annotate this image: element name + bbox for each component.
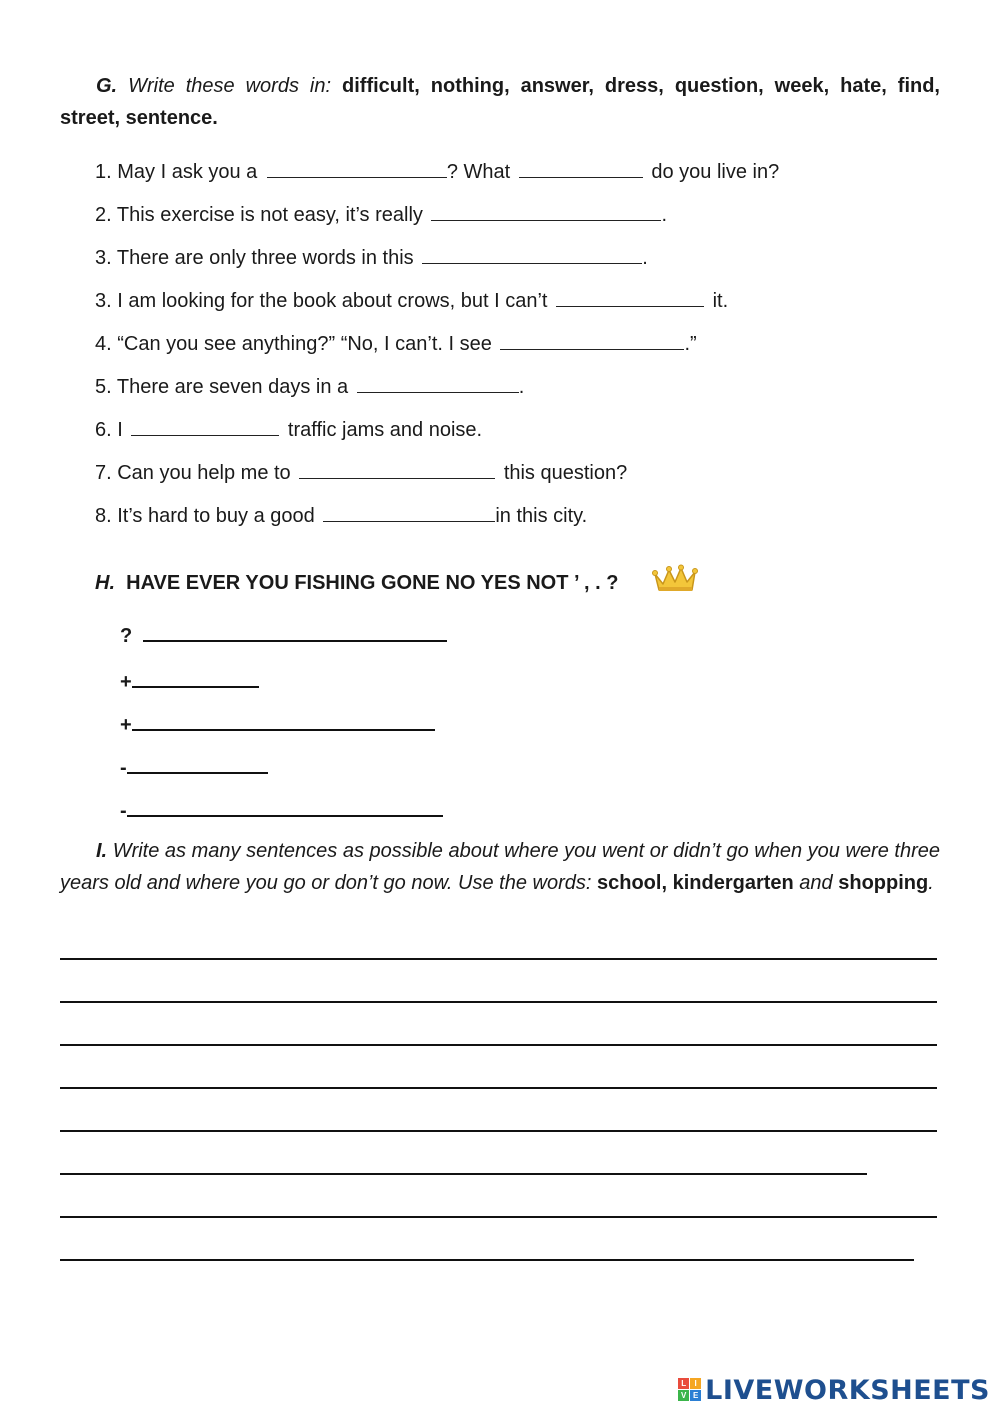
section-h-letter: H.: [95, 572, 115, 594]
g-item-5-text-b: .”: [684, 333, 697, 355]
section-g-prompt: Write these words in:: [128, 75, 332, 97]
g-item-9: [95, 501, 587, 529]
g-item-9-blank[interactable]: [323, 501, 495, 522]
section-g-letter: G.: [96, 75, 118, 97]
g-item-6-blank[interactable]: [357, 372, 519, 393]
g-item-6-text-b: .: [518, 376, 525, 398]
section-i-word-school: school,: [597, 872, 668, 894]
section-h-words: HAVE EVER YOU FISHING GONE NO YES NOT ’ , . ?: [126, 572, 619, 594]
g-item-7-blank[interactable]: [131, 415, 279, 436]
writing-line-4[interactable]: [60, 1087, 937, 1089]
g-item-8-text-a: 7. Can you help me to: [95, 462, 291, 484]
crown-icon: [652, 564, 698, 594]
g-item-7-text-b: traffic jams and noise.: [287, 419, 483, 441]
g-item-4-blank[interactable]: [556, 286, 704, 307]
h-answer-2-blank[interactable]: [132, 668, 259, 688]
section-g-word-list: difficult, nothing, answer, dress, question, week, hate, find, street, sentence.: [60, 75, 940, 129]
section-i-end: .: [928, 872, 934, 894]
section-i-word-kindergarten: kindergarten: [672, 872, 794, 894]
g-item-8-blank[interactable]: [299, 458, 495, 479]
g-item-8-text-b: this question?: [503, 462, 628, 484]
liveworksheets-logo: [678, 1375, 990, 1405]
section-i-and: and: [799, 872, 833, 894]
g-item-6: [95, 372, 524, 400]
g-item-4: [95, 286, 728, 314]
g-item-1-text-c: do you live in?: [651, 161, 780, 183]
writing-line-6[interactable]: [60, 1173, 867, 1175]
h-answer-question: [120, 622, 447, 649]
h-answer-2-sign: +: [120, 671, 132, 693]
h-answer-5-sign: -: [120, 800, 127, 822]
writing-line-8[interactable]: [60, 1259, 914, 1261]
g-item-3-text-b: .: [642, 247, 648, 269]
g-item-2-text-a: 2. This exercise is not easy, it’s really: [95, 204, 423, 226]
h-answer-4-blank[interactable]: [127, 754, 268, 774]
g-item-4-text-a: 3. I am looking for the book about crows, but I can’t: [95, 290, 548, 312]
writing-line-2[interactable]: [60, 1001, 937, 1003]
g-item-2-text-b: .: [661, 204, 668, 226]
g-item-3-blank[interactable]: [422, 243, 642, 264]
g-item-3: [95, 243, 648, 271]
h-answer-3-blank[interactable]: [132, 711, 435, 731]
h-answer-1-blank[interactable]: [143, 622, 447, 642]
g-item-8: [95, 458, 627, 486]
h-answer-positive-long: [120, 711, 435, 738]
g-item-7: [95, 415, 482, 443]
g-item-2-blank[interactable]: [431, 200, 661, 221]
h-answer-positive-short: [120, 668, 259, 695]
section-i-instruction: [60, 835, 940, 899]
g-item-5-blank[interactable]: [500, 329, 684, 350]
logo-text: LIVEWORKSHEETS: [705, 1374, 990, 1406]
section-g-instruction: [60, 70, 940, 134]
writing-line-1[interactable]: [60, 958, 937, 960]
section-h-title: [95, 572, 618, 595]
h-answer-1-sign: ?: [120, 625, 133, 647]
section-i-word-shopping: shopping: [838, 872, 929, 894]
writing-line-7[interactable]: [60, 1216, 937, 1218]
logo-mark-icon: L I V E: [678, 1378, 702, 1402]
g-item-5-text-a: 4. “Can you see anything?” “No, I can’t. I see: [95, 333, 492, 355]
h-answer-4-sign: -: [120, 757, 127, 779]
g-item-4-text-b: it.: [712, 290, 729, 312]
g-item-1-blank-2[interactable]: [519, 157, 643, 178]
g-item-1: [95, 157, 779, 185]
g-item-1-blank-1[interactable]: [267, 157, 447, 178]
h-answer-3-sign: +: [120, 714, 132, 736]
h-answer-negative-short: [120, 754, 268, 781]
g-item-9-text-a: 8. It’s hard to buy a good: [95, 505, 315, 527]
g-item-5: [95, 329, 697, 357]
h-answer-negative-long: [120, 797, 443, 824]
h-answer-5-blank[interactable]: [127, 797, 443, 817]
g-item-2: [95, 200, 667, 228]
writing-line-5[interactable]: [60, 1130, 937, 1132]
g-item-3-text-a: 3. There are only three words in this: [95, 247, 414, 269]
g-item-9-text-b: in this city.: [495, 505, 588, 527]
section-i-letter: I.: [96, 840, 108, 862]
g-item-1-text-b: ? What: [446, 161, 511, 183]
g-item-7-text-a: 6. I: [95, 419, 123, 441]
writing-line-3[interactable]: [60, 1044, 937, 1046]
section-i-prompt: Write as many sentences as possible about where you went or didn’t go when you were three years old and where you go or don’t go now. Use the words:: [60, 840, 940, 894]
g-item-6-text-a: 5. There are seven days in a: [95, 376, 349, 398]
g-item-1-text-a: 1. May I ask you a: [95, 161, 258, 183]
